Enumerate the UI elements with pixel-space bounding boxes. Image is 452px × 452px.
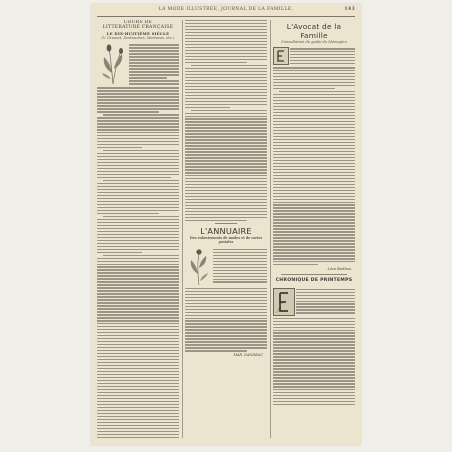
- chronique-title: CHRONIQUE DE PRINTEMPS: [275, 278, 353, 284]
- annuaire-body: [185, 288, 267, 352]
- section-subtitle: (V. Gresset, Destouches, Marivaux, etc.): [101, 36, 175, 41]
- section-title-line-1: COURS DE: [123, 20, 153, 25]
- column-divider-2: [270, 20, 271, 438]
- section-divider-chronique: [281, 274, 347, 275]
- article-opening: [97, 43, 179, 87]
- avocat-title: L'Avocat de la Famille: [286, 22, 342, 40]
- ornate-initial-icon: [274, 289, 294, 315]
- continued-article: [185, 20, 267, 221]
- article-body: [97, 87, 179, 440]
- avocat-signature: Léon Barthou: [327, 267, 351, 272]
- annuaire-signature: MAR. DANHEAU: [233, 353, 263, 358]
- section-title-line-3: LE DIX-HUITIÈME SIÈCLE: [106, 30, 170, 36]
- section-divider: [215, 223, 237, 224]
- section-title-line-2: LITTÉRATURE FRANÇAISE: [102, 25, 174, 31]
- avocat-body: [273, 67, 355, 265]
- annuaire-subtitle: Des enfantements de modes et de cartes postales: [189, 236, 263, 245]
- page-header: [91, 7, 361, 19]
- flower-vignette-icon: [187, 248, 211, 286]
- newspaper-page: [91, 4, 361, 445]
- column-divider-1: [182, 20, 183, 438]
- page-number: 143: [344, 7, 355, 12]
- annuaire-title: L'ANNUAIRE: [200, 226, 252, 237]
- initial-letter-frame: [273, 47, 289, 65]
- chronique-opening: [273, 288, 355, 318]
- annuaire-opening: [185, 248, 267, 288]
- avocat-subtitle: Consultation du guide du Ménagère: [281, 40, 347, 44]
- initial-letter-icon: [274, 48, 288, 64]
- header-rule: [97, 16, 355, 17]
- floral-vignette-icon: [99, 43, 127, 85]
- chronique-body: [273, 318, 355, 406]
- column-literature: [97, 20, 179, 440]
- journal-title: LA MODE ILLUSTRÉE, JOURNAL DE LA FAMILLE.: [158, 7, 294, 12]
- avocat-opening: [273, 47, 355, 67]
- column-annuaire: [185, 20, 267, 440]
- ornate-initial-frame: [273, 288, 295, 316]
- column-avocat: [273, 20, 355, 440]
